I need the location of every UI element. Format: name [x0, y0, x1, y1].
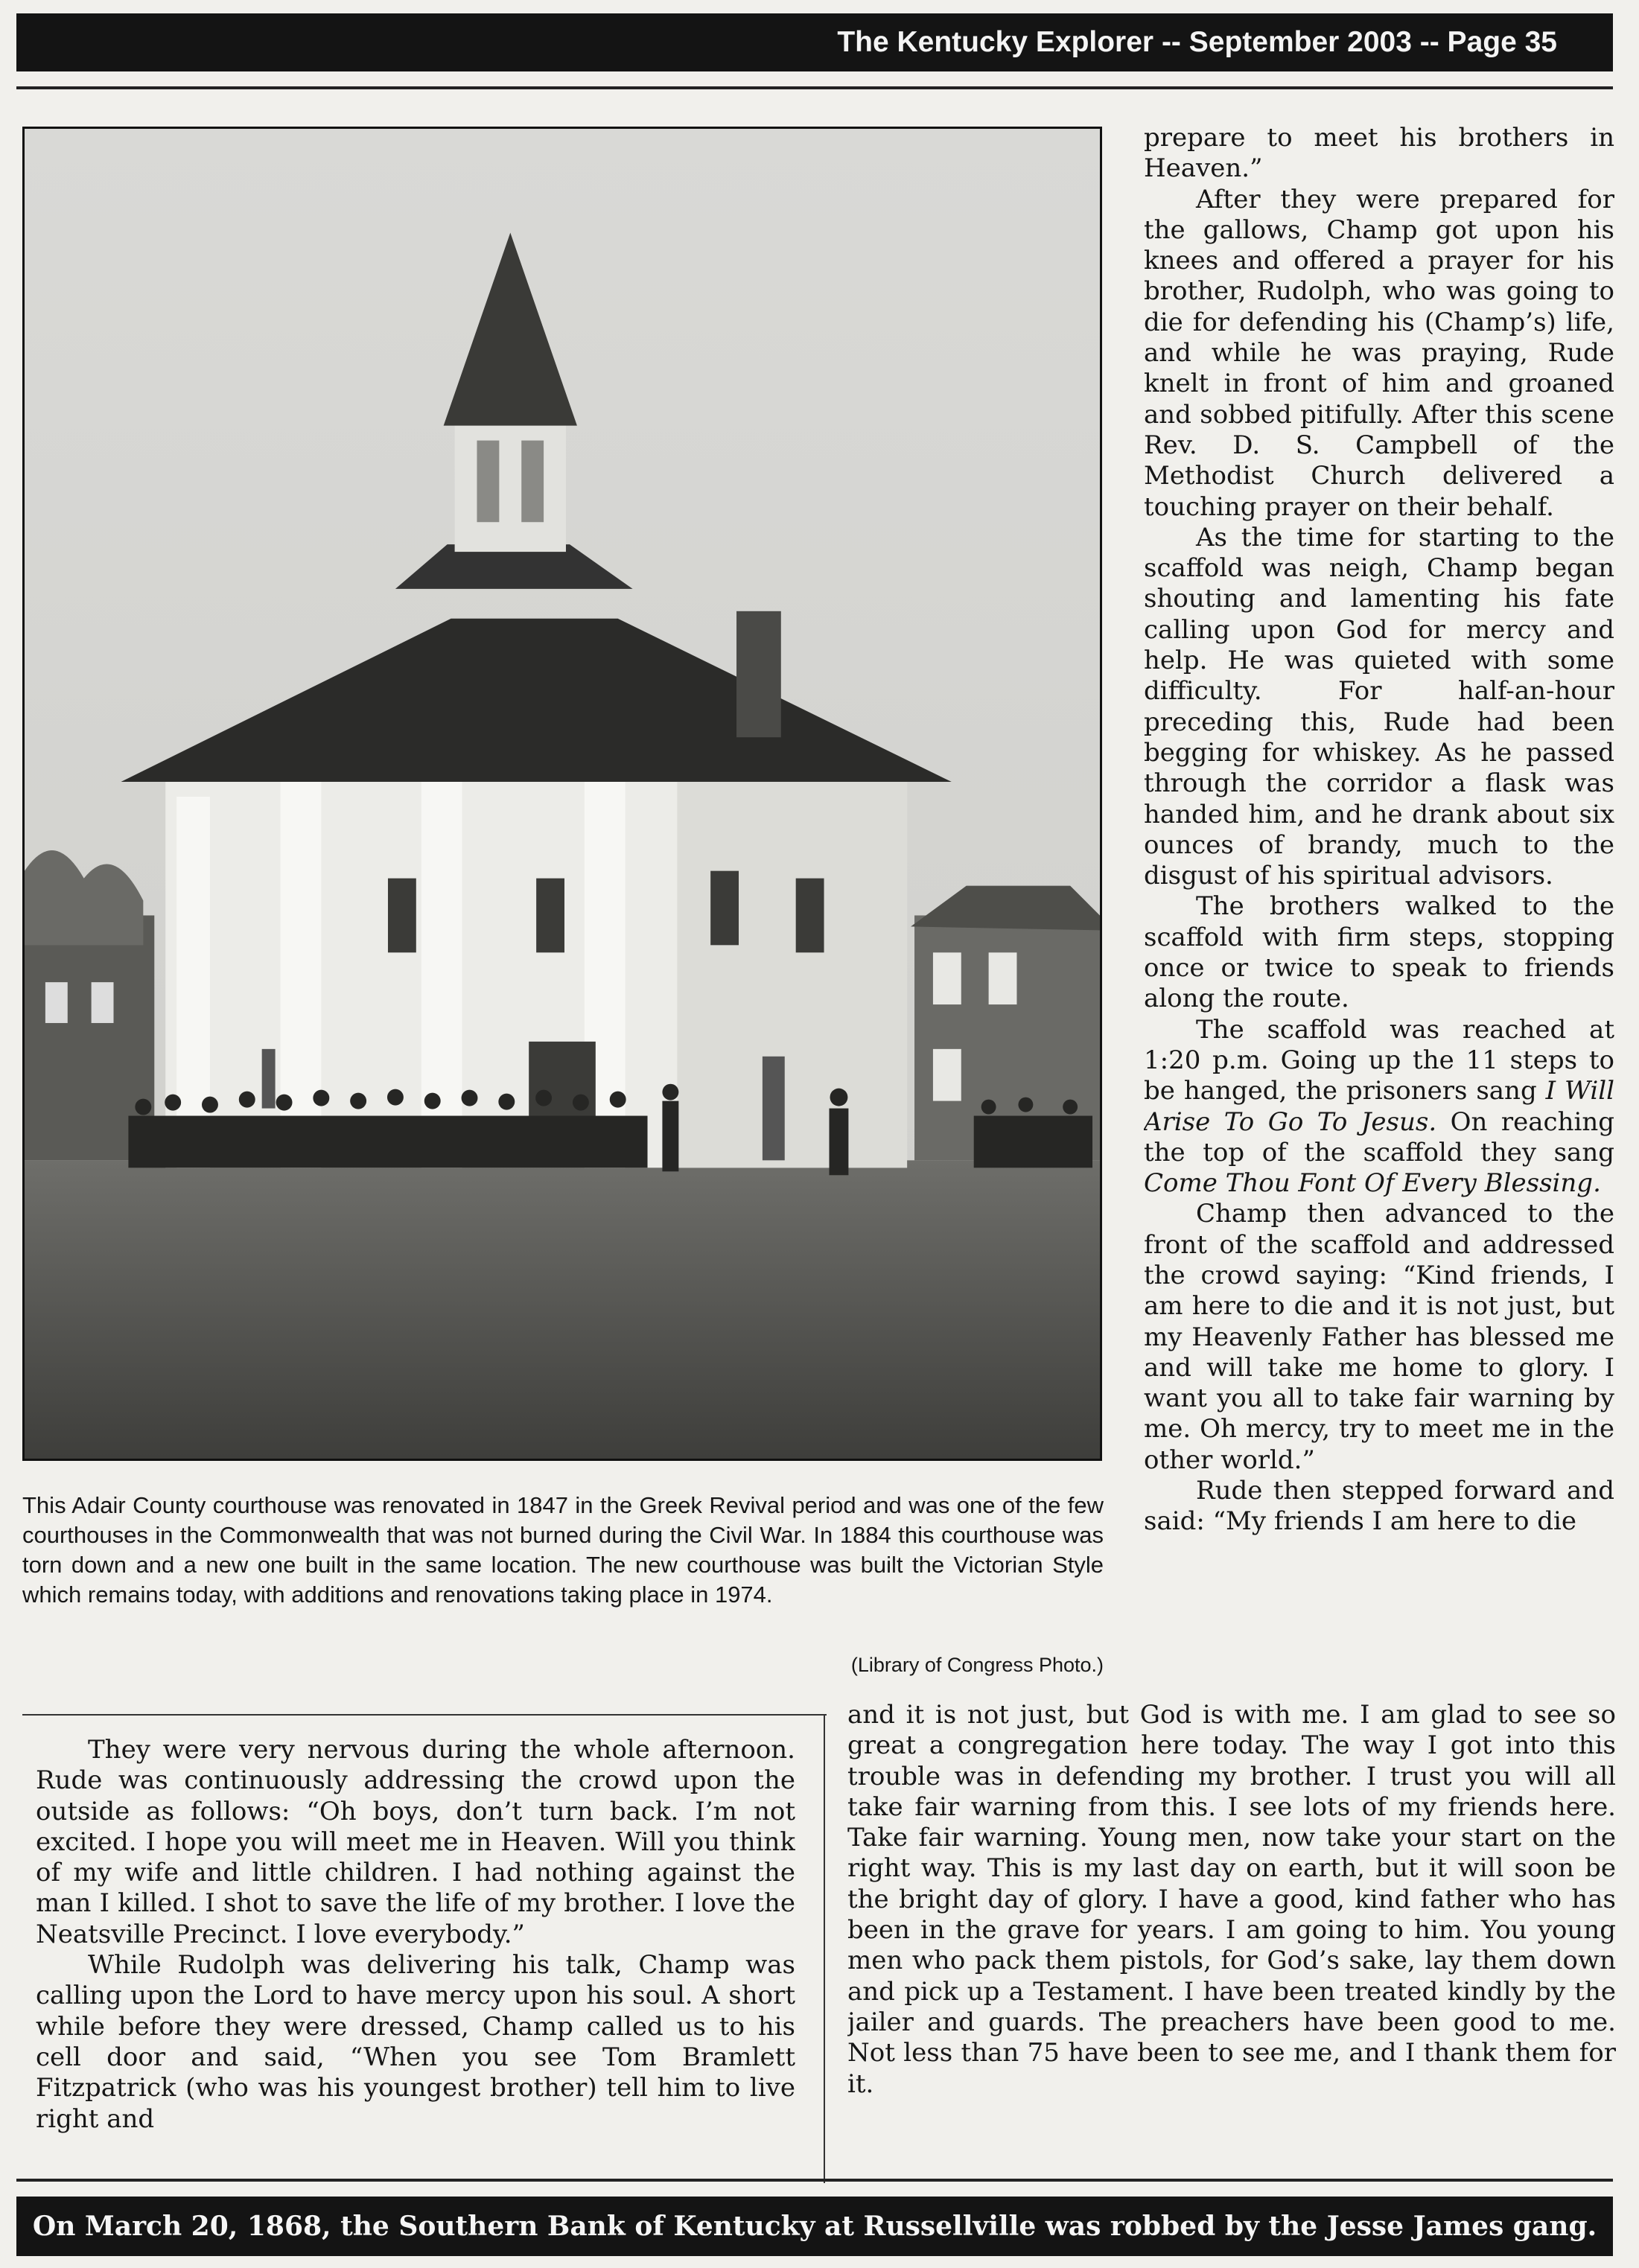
- paragraph: While Rudolph was delivering his talk, Champ was calling upon the Lord to have mercy upon his soul. A short while before they were dressed, Champ called us to his cell door and said, “When you see Tom Bramlett Fitzpatrick (who was his youngest brother) tell him to live right and: [36, 1950, 795, 2134]
- bottom-left-column: [36, 1735, 795, 2148]
- page-footer: [16, 2197, 1613, 2256]
- paragraph: Champ then advanced to the front of the scaffold and addressed the crowd saying: “Kind friends, I am here to die and it is not just, but my Heavenly Father has blessed me and will take me home to glory. I want you all to take fair warning by me. Oh mercy, try to meet me in the other world.”: [1144, 1199, 1614, 1475]
- section-rule: [22, 1714, 827, 1716]
- photo-credit: (Library of Congress Photo.): [850, 1654, 1104, 1676]
- photo-caption: This Adair County courthouse was renovated in 1847 in the Greek Revival period and was one of the few courthouses in the Commonwealth that was not burned during the Civil War. In 1884 this courthouse was torn down and a new one built in the same location. The new courthouse was built the Victorian Style which remains today, with additions and renovations taking place in 1974.: [22, 1492, 1104, 1608]
- hymn-title: Come Thou Font Of Every Blessing.: [1144, 1168, 1601, 1199]
- right-column: [1144, 123, 1614, 1715]
- paragraph: prepare to meet his brothers in Heaven.”: [1144, 123, 1614, 184]
- header-text: The Kentucky Explorer -- September 2003 -- Page 35: [837, 26, 1557, 58]
- column-rule: [824, 1714, 825, 2183]
- courthouse-photo: [22, 127, 1102, 1461]
- paragraph: and it is not just, but God is with me. I am glad to see so great a congregation here today. The way I got into this trouble was in defending my brother. I trust you will all take fair warning from this. I see lots of my friends here. Take fair warning. Young men, now take your start on the right way. This is my last day on earth, but it will soon be the bright day of glory. I have a good, kind father who has been in the grave for years. I am going to him. You young men who pack them pistols, for God’s sake, lay them down and pick up a Testament. I have been treated kindly by the jailer and guards. The preachers have been good to me. Not less than 75 have been to see me, and I thank them for it.: [847, 1700, 1616, 2099]
- header-rule: [16, 86, 1613, 89]
- page-header: [16, 13, 1613, 71]
- footer-text: On March 20, 1868, the Southern Bank of Kentucky at Russellville was robbed by the Jesse James gang.: [32, 2211, 1597, 2242]
- paragraph: Rude then stepped forward and said: “My friends I am here to die: [1144, 1476, 1614, 1537]
- footer-rule: [16, 2179, 1613, 2182]
- paragraph: After they were prepared for the gallows, Champ got upon his knees and offered a prayer for his brother, Rudolph, who was going to die for defending his (Champ’s) life, and while he was praying, Rude knelt in front of him and groaned and sobbed pitifully. After this scene Rev. D. S. Campbell of the Methodist Church delivered a touching prayer on their behalf.: [1144, 184, 1614, 522]
- text-run: On reaching the top of the scaffold they sang: [1144, 1106, 1614, 1168]
- bottom-right-column: [847, 1700, 1616, 2147]
- paragraph: [1144, 1015, 1614, 1200]
- paragraph: The brothers walked to the scaffold with firm steps, stopping once or twice to speak to friends along the route.: [1144, 891, 1614, 1014]
- courthouse-illustration: [25, 129, 1100, 1459]
- paragraph: They were very nervous during the whole afternoon. Rude was continuously addressing the crowd upon the outside as follows: “Oh boys, don’t turn back. I’m not excited. I hope you will meet me in Heaven. Will you think of my wife and little children. I had nothing against the man I killed. I shot to save the life of my brother. I love the Neatsville Precinct. I love everybody.”: [36, 1735, 795, 1949]
- text-run: The scaffold was reached at 1:20 p.m. Going up the 11 steps to be hanged, the prisoners sang: [1144, 1014, 1614, 1106]
- paragraph: As the time for starting to the scaffold was neigh, Champ began shouting and lamenting his fate calling upon God for mercy and help. He was quieted with some difficulty. For half-an-hour preceding this, Rude had been begging for whiskey. As he passed through the corridor a flask was handed him, and he drank about six ounces of brandy, much to the disgust of his spiritual advisors.: [1144, 522, 1614, 891]
- hymn-title: I Will Arise To Go To Jesus.: [1144, 1076, 1614, 1137]
